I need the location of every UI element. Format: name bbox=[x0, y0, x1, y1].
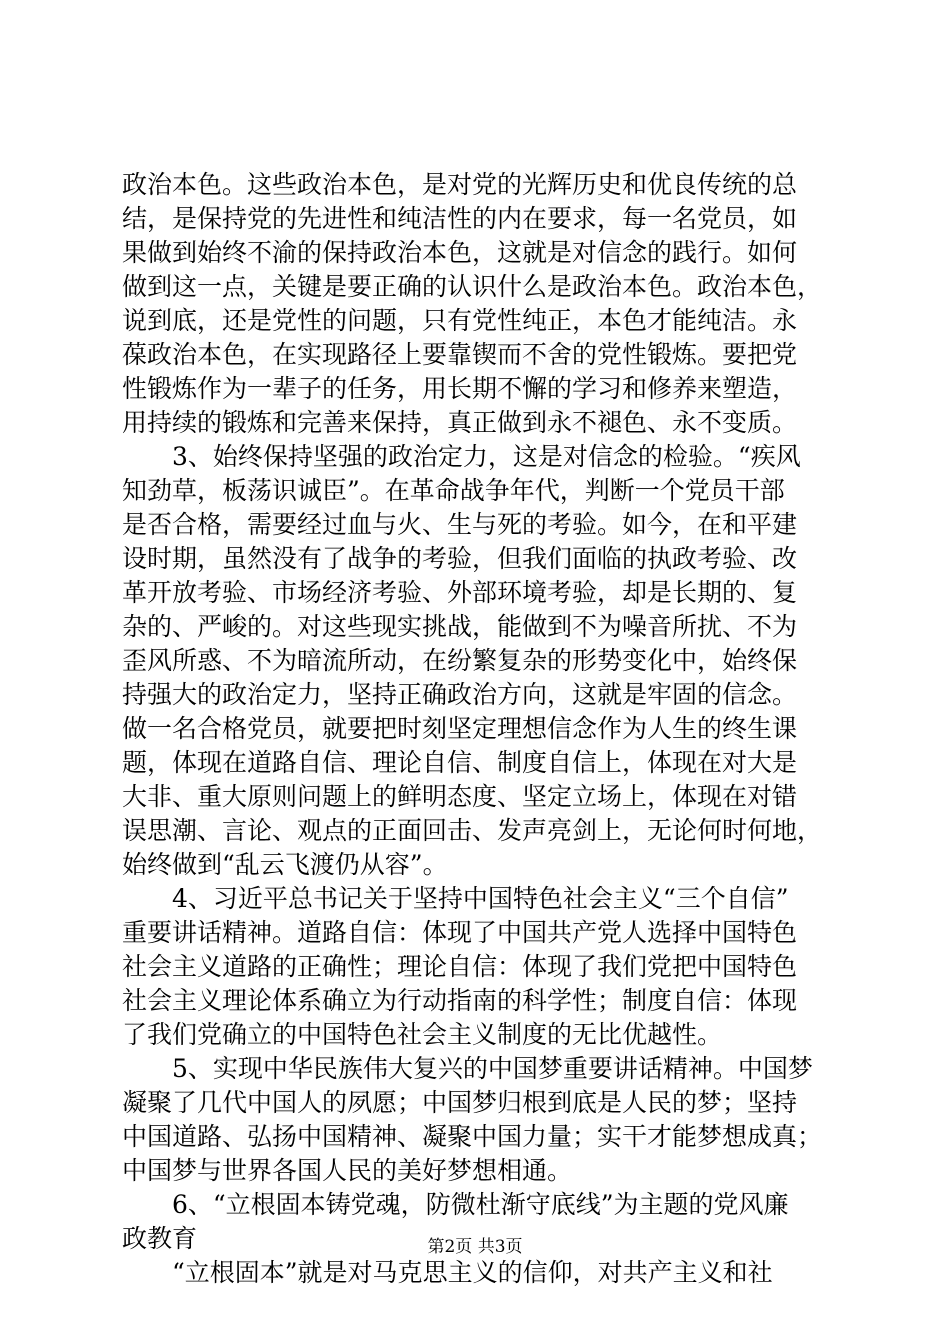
text-line: 是否合格，需要经过血与火、生与死的考验。如今，在和平建 bbox=[122, 510, 798, 539]
text-line: 社会主义理论体系确立为行动指南的科学性；制度自信：体现 bbox=[122, 986, 798, 1015]
text-line: 凝聚了几代中国人的夙愿；中国梦归根到底是人民的梦；坚持 bbox=[122, 1088, 798, 1117]
text-line: 3、始终保持坚强的政治定力，这是对信念的检验。“疾风 bbox=[122, 442, 801, 471]
page-indicator: 第2页 共3页 bbox=[427, 1237, 523, 1257]
text-line: 果做到始终不渝的保持政治本色，这就是对信念的践行。如何 bbox=[122, 238, 798, 267]
text-line: 政教育 bbox=[122, 1224, 198, 1253]
text-line: 歪风所惑、不为暗流所动，在纷繁复杂的形势变化中，始终保 bbox=[122, 646, 798, 675]
text-line: “立根固本”就是对马克思主义的信仰，对共产主义和社 bbox=[122, 1258, 773, 1287]
text-line: 设时期，虽然没有了战争的考验，但我们面临的执政考验、改 bbox=[122, 544, 798, 573]
text-line: 结，是保持党的先进性和纯洁性的内在要求，每一名党员，如 bbox=[122, 204, 798, 233]
text-line: 6、“立根固本铸党魂，防微杜渐守底线”为主题的党风廉 bbox=[122, 1190, 789, 1219]
text-line: 性锻炼作为一辈子的任务，用长期不懈的学习和修养来塑造， bbox=[122, 374, 798, 403]
document-body bbox=[122, 168, 834, 1290]
text-line: 知劲草，板荡识诚臣”。在革命战争年代，判断一个党员干部 bbox=[122, 476, 785, 505]
text-line: 葆政治本色，在实现路径上要靠锲而不舍的党性锻炼。要把党 bbox=[122, 340, 798, 369]
text-line: 政治本色。这些政治本色，是对党的光辉历史和优良传统的总 bbox=[122, 170, 798, 199]
text-line: 社会主义道路的正确性；理论自信：体现了我们党把中国特色 bbox=[122, 952, 798, 981]
text-line: 了我们党确立的中国特色社会主义制度的无比优越性。 bbox=[122, 1020, 723, 1049]
page-footer bbox=[0, 1236, 950, 1258]
text-line: 用持续的锻炼和完善来保持，真正做到永不褪色、永不变质。 bbox=[122, 408, 798, 437]
text-line: 说到底，还是党性的问题，只有党性纯正，本色才能纯洁。永 bbox=[122, 306, 798, 335]
text-line: 做一名合格党员，就要把时刻坚定理想信念作为人生的终生课 bbox=[122, 714, 798, 743]
text-line: 始终做到“乱云飞渡仍从容”。 bbox=[122, 850, 448, 879]
text-line: 误思潮、言论、观点的正面回击、发声亮剑上，无论何时何地， bbox=[122, 816, 823, 845]
text-line: 重要讲话精神。道路自信：体现了中国共产党人选择中国特色 bbox=[122, 918, 798, 947]
text-line: 中国梦与世界各国人民的美好梦想相通。 bbox=[122, 1156, 573, 1185]
text-line: 中国道路、弘扬中国精神、凝聚中国力量；实干才能梦想成真； bbox=[122, 1122, 823, 1151]
text-line: 4、习近平总书记关于坚持中国特色社会主义“三个自信” bbox=[122, 884, 789, 913]
text-line: 革开放考验、市场经济考验、外部环境考验，却是长期的、复 bbox=[122, 578, 798, 607]
text-line: 5、实现中华民族伟大复兴的中国梦重要讲话精神。中国梦 bbox=[122, 1054, 813, 1083]
text-line: 做到这一点，关键是要正确的认识什么是政治本色。政治本色， bbox=[122, 272, 823, 301]
text-line: 大非、重大原则问题上的鲜明态度、坚定立场上，体现在对错 bbox=[122, 782, 798, 811]
text-line: 杂的、严峻的。对这些现实挑战，能做到不为噪音所扰、不为 bbox=[122, 612, 798, 641]
text-line: 题，体现在道路自信、理论自信、制度自信上，体现在对大是 bbox=[122, 748, 798, 777]
text-line: 持强大的政治定力，坚持正确政治方向，这就是牢固的信念。 bbox=[122, 680, 798, 709]
